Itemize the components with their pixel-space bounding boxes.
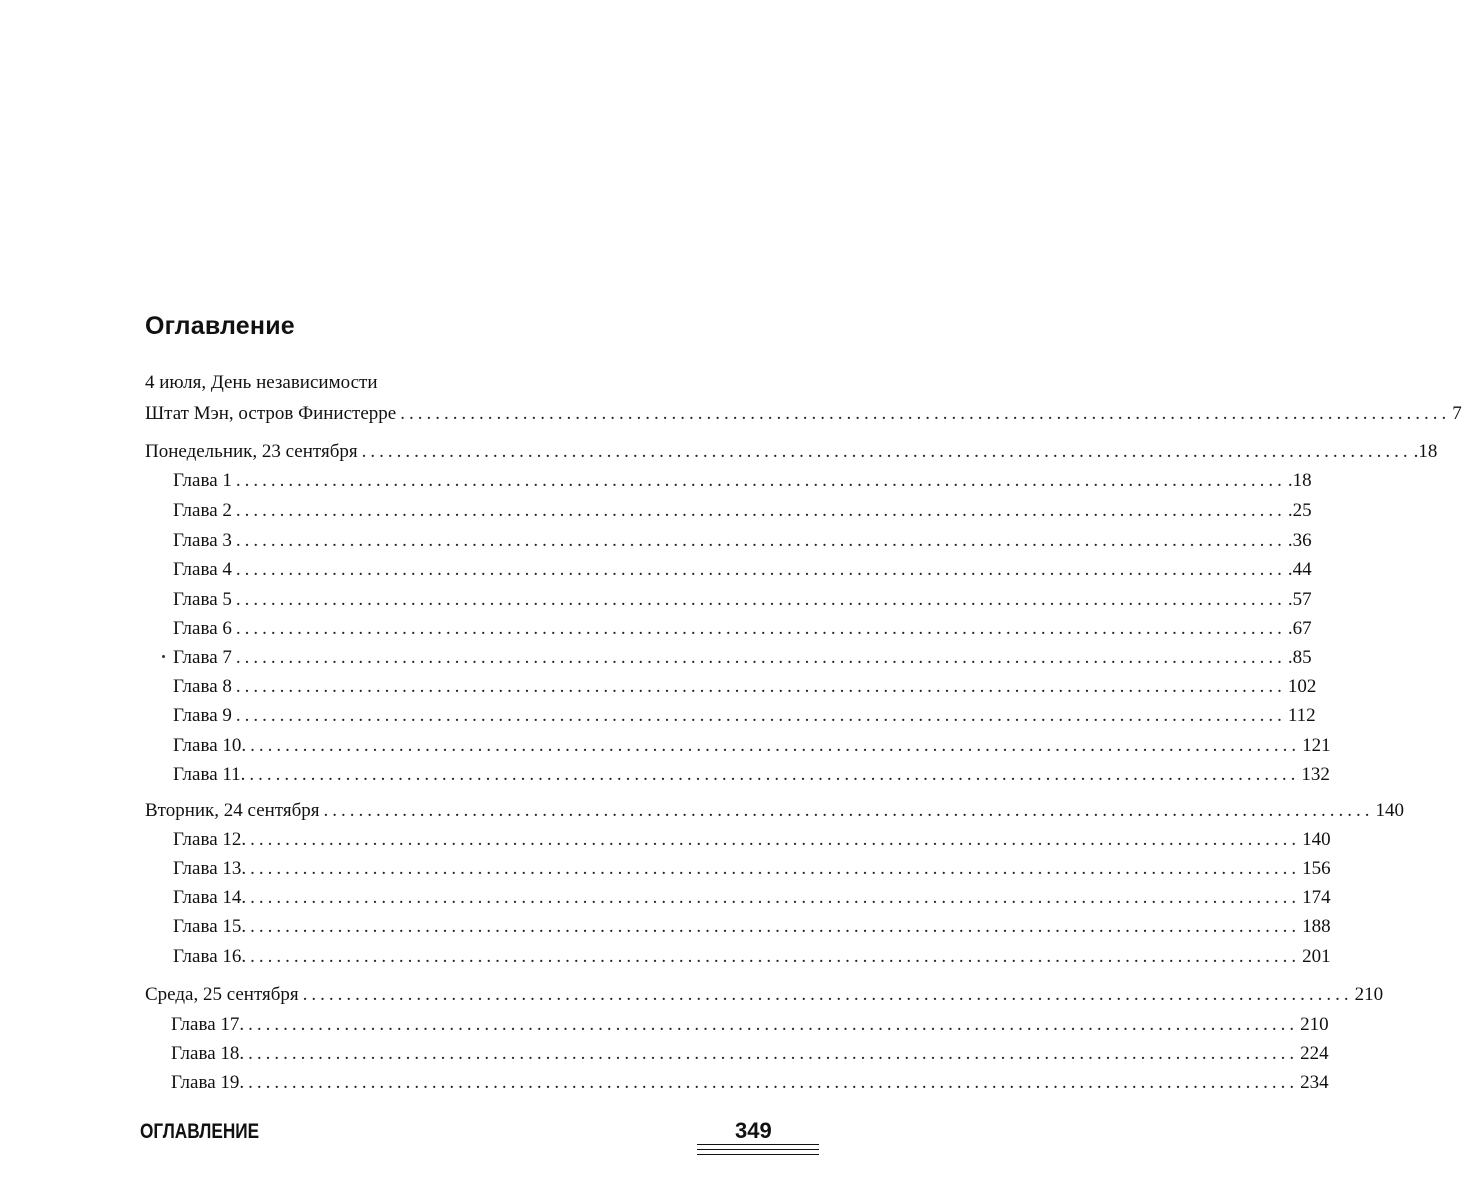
toc-chapter[interactable] [173,763,1330,787]
toc-chapter-label: Глава 2 [173,500,232,521]
toc-chapter[interactable] [173,704,1316,728]
page-number: 349 [735,1118,772,1143]
footer-rule [697,1154,819,1155]
leader-dots: ........................................................................................................................ [235,559,1286,580]
toc-chapter-page: 201 [1302,946,1331,967]
toc-chapter-page: 234 [1300,1072,1329,1093]
leader-dots: ........................................................................................................................ [248,1014,1299,1035]
toc-chapter[interactable] [173,617,1312,641]
toc-chapter[interactable] [173,558,1312,582]
leader-dots: ........................................................................................................................ [235,647,1286,668]
toc-chapter-label: Глава 10. [173,735,247,756]
toc-chapter-label: Глава 14. [173,887,247,908]
toc-chapter[interactable] [173,646,1312,670]
leader-dots: ........................................................................................................................ [250,946,1301,967]
leader-dots: ........................................................................................................................ [400,403,1451,424]
running-title: ОГЛАВЛЕНИЕ [140,1120,260,1143]
leader-dots: ........................................................................................................................ [250,735,1301,756]
toc-chapter[interactable] [173,469,1312,493]
toc-chapter-page: 210 [1300,1014,1329,1035]
toc-chapter[interactable] [173,828,1331,852]
toc-chapter[interactable] [173,529,1312,553]
toc-part-page: 140 [1375,800,1405,821]
toc-part-title: Вторник, 24 сентября [145,800,320,821]
leader-dots: ........................................................................................................................ [249,764,1300,785]
footer-rule [697,1149,819,1150]
toc-chapter-label: Глава 12. [173,829,247,850]
leader-dots: ........................................................................................................................ [361,441,1412,462]
leader-dots: ........................................................................................................................ [235,530,1286,551]
toc-chapter[interactable] [173,945,1331,969]
toc-part-title: Понедельник, 23 сентября [145,441,358,462]
toc-chapter[interactable] [173,499,1312,523]
leader-dots: ........................................................................................................................ [248,1072,1299,1093]
toc-chapter-page: .85 [1287,647,1312,668]
toc-entry-label: Штат Мэн, остров Финистерре [145,403,397,424]
toc-chapter-label: Глава 7 [173,647,232,668]
toc-intro-date: 4 июля, День независимости [145,372,378,393]
toc-part-page: .18 [1413,441,1438,462]
toc-chapter-label: Глава 6 [173,618,232,639]
toc-chapter[interactable] [173,857,1331,881]
toc-chapter-page: 224 [1300,1043,1329,1064]
toc-chapter-page: 112 [1287,705,1316,726]
toc-intro-line [145,371,377,395]
toc-heading: Оглавление [145,312,295,340]
toc-chapter-page: 132 [1301,764,1330,785]
print-speck [162,655,165,658]
toc-chapter-page: .67 [1287,618,1312,639]
toc-chapter-page: 102 [1287,676,1317,697]
toc-chapter-page: 188 [1302,916,1331,937]
toc-chapter-label: Глава 9 [173,705,232,726]
leader-dots: ........................................................................................................................ [235,705,1286,726]
toc-chapter-page: .57 [1287,589,1312,610]
toc-chapter-label: Глава 17. [171,1014,245,1035]
toc-entry[interactable] [145,402,1462,426]
leader-dots: ........................................................................................................................ [235,470,1286,491]
toc-chapter[interactable] [173,675,1317,699]
toc-chapter[interactable] [173,915,1331,939]
leader-dots: ........................................................................................................................ [302,984,1353,1005]
toc-entry-page: 7 [1452,403,1462,424]
toc-part[interactable] [145,983,1384,1007]
toc-chapter[interactable] [171,1013,1329,1037]
toc-chapter-page: 156 [1302,858,1331,879]
toc-chapter-label: Глава 1 [173,470,232,491]
leader-dots: ........................................................................................................................ [235,589,1286,610]
toc-chapter-label: Глава 4 [173,559,232,580]
toc-part[interactable] [145,440,1438,464]
toc-chapter-label: Глава 8 [173,676,232,697]
leader-dots: ........................................................................................................................ [323,800,1374,821]
toc-chapter-page: .36 [1287,530,1312,551]
toc-chapter-label: Глава 19. [171,1072,245,1093]
toc-chapter-label: Глава 3 [173,530,232,551]
toc-chapter-page: .18 [1287,470,1312,491]
toc-chapter-label: Глава 16. [173,946,247,967]
toc-chapter-label: Глава 5 [173,589,232,610]
toc-chapter-page: .44 [1287,559,1312,580]
leader-dots: ........................................................................................................................ [235,676,1286,697]
toc-chapter[interactable] [173,588,1312,612]
toc-chapter-label: Глава 18. [171,1043,245,1064]
leader-dots: ........................................................................................................................ [235,618,1286,639]
toc-chapter[interactable] [171,1071,1329,1095]
leader-dots: ........................................................................................................................ [250,829,1301,850]
footer-rule [697,1144,819,1145]
leader-dots: ........................................................................................................................ [250,858,1301,879]
toc-chapter[interactable] [171,1042,1329,1066]
toc-chapter-label: Глава 11. [173,764,246,785]
toc-chapter[interactable] [173,734,1331,758]
toc-chapter-page: .25 [1287,500,1312,521]
leader-dots: ........................................................................................................................ [248,1043,1299,1064]
toc-part[interactable] [145,799,1405,823]
toc-chapter-page: 121 [1302,735,1331,756]
toc-chapter[interactable] [173,886,1331,910]
toc-chapter-page: 140 [1302,829,1331,850]
leader-dots: ........................................................................................................................ [235,500,1286,521]
toc-chapter-label: Глава 15. [173,916,247,937]
leader-dots: ........................................................................................................................ [250,887,1301,908]
toc-part-title: Среда, 25 сентября [145,984,299,1005]
toc-part-page: 210 [1354,984,1384,1005]
toc-chapter-label: Глава 13. [173,858,247,879]
toc-chapter-page: 174 [1302,887,1331,908]
leader-dots: ........................................................................................................................ [250,916,1301,937]
